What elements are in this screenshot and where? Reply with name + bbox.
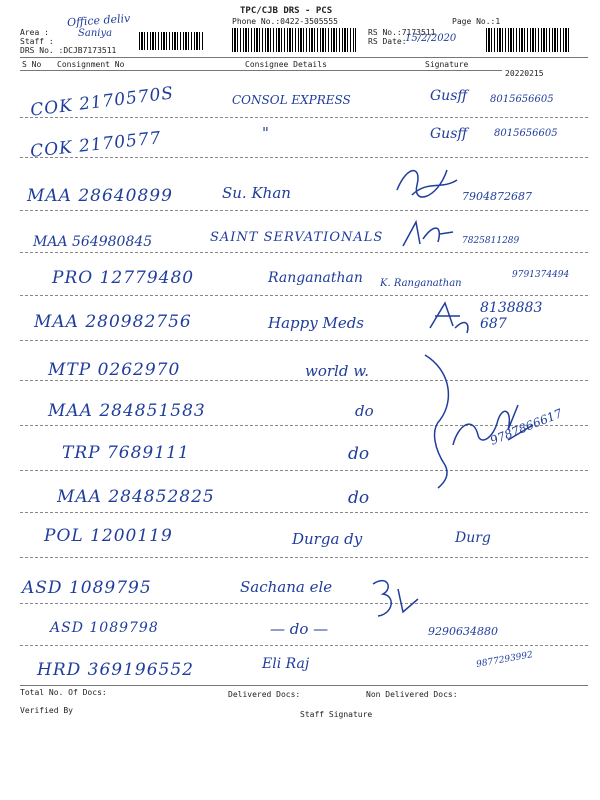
- row-divider: [20, 252, 588, 253]
- verified-by-label: Verified By: [20, 706, 73, 715]
- row-divider: [20, 603, 588, 604]
- column-sno: S No: [22, 60, 42, 69]
- row-13-consignee: — do —: [270, 620, 329, 638]
- row-11-consignment: POL 1200119: [44, 526, 173, 546]
- row-1-consignment: COK 2170570S: [29, 83, 176, 121]
- delivered-docs-label: Delivered Docs:: [228, 690, 301, 699]
- row-divider: [20, 157, 588, 158]
- row-10-consignment: MAA 284852825: [57, 487, 215, 507]
- row-13-consignment: ASD 1089798: [50, 620, 159, 636]
- row-1-signature: Gusff: [430, 88, 468, 104]
- page-number: Page No.:1: [452, 17, 501, 26]
- area-label: Area :: [20, 28, 49, 37]
- barcode-right: [486, 28, 570, 52]
- header-rule: [20, 57, 588, 58]
- row-7-consignee: world w.: [305, 362, 370, 380]
- row-14-consignee: Eli Raj: [262, 656, 310, 672]
- row-6-consignment: MAA 280982756: [34, 312, 192, 332]
- row-divider: [20, 512, 588, 513]
- phone-number: Phone No.:0422-3505555: [232, 17, 338, 26]
- row-8-consignee: do: [355, 402, 374, 420]
- rs-number: RS No.:7173511: [368, 28, 436, 37]
- columns-rule: [20, 70, 502, 71]
- row-5-consignee: Ranganathan: [268, 270, 363, 286]
- row-5-signature: K. Ranganathan: [380, 278, 462, 289]
- row-divider: [20, 470, 588, 471]
- row-12-signature-scribble: [368, 574, 428, 624]
- row-2-phone: 8015656605: [494, 128, 558, 139]
- row-2-consignee: ": [262, 124, 269, 142]
- row-3-consignment: MAA 28640899: [27, 186, 173, 206]
- row-8-phone: 9787866617: [488, 406, 565, 448]
- area-handwritten: Office deliv: [66, 11, 131, 30]
- row-5-phone: 9791374494: [512, 270, 570, 280]
- non-delivered-docs-label: Non Delivered Docs:: [366, 690, 458, 699]
- barcode-center: [232, 28, 356, 52]
- document-title: TPC/CJB DRS - PCS: [240, 6, 333, 16]
- column-consignment: Consignment No: [57, 60, 125, 69]
- barcode-left: [139, 32, 205, 50]
- row-14-phone: 9877293992: [475, 650, 534, 670]
- row-8-consignment: MAA 284851583: [48, 401, 206, 421]
- total-docs-label: Total No. Of Docs:: [20, 688, 107, 697]
- staff-signature-label: Staff Signature: [300, 710, 373, 719]
- row-1-consignee: CONSOL EXPRESS: [232, 93, 351, 107]
- column-consignee: Consignee Details: [245, 60, 327, 69]
- rs-date-label: RS Date:: [368, 37, 407, 46]
- row-4-phone: 7825811289: [462, 236, 520, 246]
- row-11-signature: Durg: [455, 530, 491, 546]
- row-3-signature-scribble: [392, 160, 462, 210]
- footer-rule: [20, 685, 588, 686]
- date-stamp: 20220215: [505, 69, 544, 78]
- row-14-consignment: HRD 369196552: [37, 660, 195, 680]
- row-2-consignment: COK 2170577: [29, 128, 163, 162]
- row-3-consignee: Su. Khan: [222, 184, 291, 202]
- drs-number: DRS No. :DCJB7173511: [20, 46, 117, 55]
- row-2-signature: Gusff: [430, 126, 468, 142]
- row-10-consignee: do: [348, 488, 370, 508]
- row-6-phone: 8138883 687: [480, 300, 543, 332]
- staff-handwritten: Saniya: [78, 28, 113, 39]
- row-divider: [20, 210, 588, 211]
- row-6-consignee: Happy Meds: [268, 314, 365, 332]
- row-divider: [20, 117, 588, 118]
- row-divider: [20, 295, 588, 296]
- row-5-consignment: PRO 12779480: [52, 268, 195, 288]
- rs-date-value: 15/2/2020: [405, 33, 457, 44]
- row-divider: [20, 645, 588, 646]
- row-divider: [20, 557, 588, 558]
- row-4-consignment: MAA 564980845: [33, 234, 153, 250]
- row-12-consignment: ASD 1089795: [22, 578, 152, 598]
- row-4-consignee: SAINT SERVATIONALS: [210, 230, 384, 245]
- column-signature: Signature: [425, 60, 469, 69]
- row-9-consignment: TRP 7689111: [62, 443, 190, 463]
- row-divider: [20, 380, 588, 381]
- row-13-phone: 9290634880: [428, 625, 498, 638]
- row-12-consignee: Sachana ele: [240, 578, 333, 596]
- row-9-consignee: do: [348, 444, 370, 464]
- row-1-phone: 8015656605: [490, 94, 554, 105]
- row-4-signature-scribble: [398, 214, 458, 254]
- staff-label: Staff :: [20, 37, 54, 46]
- row-6-signature-scribble: [425, 298, 475, 338]
- row-3-phone: 7904872687: [462, 190, 532, 203]
- row-11-consignee: Durga dy: [292, 530, 363, 548]
- row-7-consignment: MTP 0262970: [48, 360, 181, 380]
- row-divider: [20, 340, 588, 341]
